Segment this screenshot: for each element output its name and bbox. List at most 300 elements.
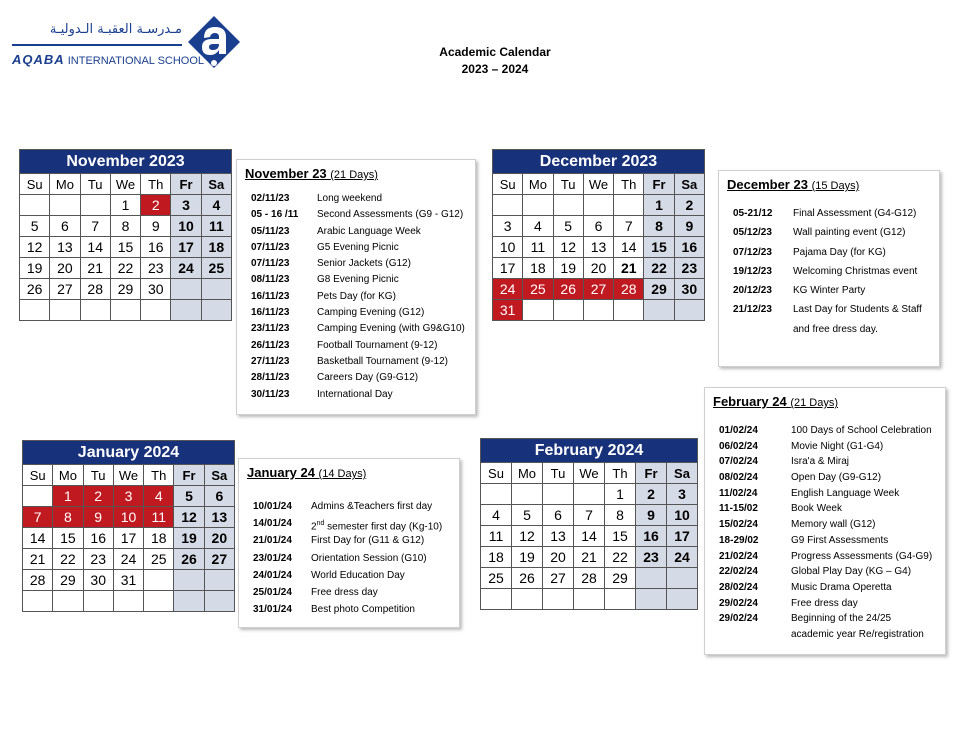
day-cell: 28 [23,570,53,591]
day-cell [667,568,698,589]
day-cell: 3 [667,484,698,505]
weekday-header: We [113,465,143,486]
day-cell: 13 [204,507,234,528]
day-cell [614,195,644,216]
day-cell: 31 [113,570,143,591]
day-cell: 9 [636,505,667,526]
event-day-count: (21 Days) [330,169,378,181]
day-cell [23,486,53,507]
event-date: 26/11/23 [251,339,290,351]
event-item [253,550,459,567]
event-date: 23/01/24 [253,552,292,564]
event-item [253,498,459,515]
event-description [317,256,475,272]
day-cell [204,570,234,591]
day-cell: 26 [512,568,543,589]
event-item [253,601,459,618]
day-cell: 24 [113,549,143,570]
event-date: 27/11/23 [251,355,290,367]
event-date: 05 - 16 /11 [251,209,299,221]
event-item [719,549,945,565]
weekday-header: Sa [204,465,234,486]
event-description [791,564,945,580]
day-cell: 18 [201,237,231,258]
day-cell: 18 [144,528,174,549]
event-item [253,567,459,584]
day-cell: 2 [636,484,667,505]
day-cell [636,568,667,589]
event-item [719,423,945,439]
event-date: 08/02/24 [719,472,758,484]
weekday-header: Tu [543,463,574,484]
day-cell: 5 [174,486,204,507]
day-cell [481,484,512,505]
day-cell [574,484,605,505]
event-description [317,207,475,223]
day-cell: 28 [574,568,605,589]
event-item [251,224,475,240]
event-text: Orientation Session (G10) [311,552,427,564]
event-text: Final Assessment (G4-G12) [793,208,917,219]
day-cell: 11 [481,526,512,547]
event-description [317,305,475,321]
event-text: Free dress day [311,586,378,598]
event-text: Basketball Tournament (9-12) [317,355,448,367]
weekday-header: Mo [50,174,80,195]
day-cell [667,589,698,610]
event-date: 21/02/24 [719,550,758,562]
calendar-title: January 2024 [23,441,235,465]
event-description [791,486,945,502]
event-description [311,498,459,515]
day-cell: 20 [50,258,80,279]
event-date: 24/01/24 [253,569,292,581]
day-cell: 14 [80,237,110,258]
day-cell [23,591,53,612]
title-text: Academic Calendar [439,45,551,59]
event-text: Arabic Language Week [317,225,421,237]
calendar-title: December 2023 [493,150,705,174]
event-item [719,596,945,612]
weekday-header: Fr [636,463,667,484]
event-date: 23/11/23 [251,323,290,335]
event-day-count: (14 Days) [318,468,367,480]
day-cell: 12 [553,237,583,258]
event-item [733,300,939,319]
day-cell [512,484,543,505]
day-cell: 14 [574,526,605,547]
event-item [719,564,945,580]
weekday-header: Tu [553,174,583,195]
event-text-prefix: 2 [311,521,317,533]
day-cell: 18 [523,258,553,279]
day-cell: 8 [53,507,83,528]
day-cell: 5 [20,216,50,237]
day-cell: 17 [113,528,143,549]
event-box-title [239,459,459,480]
event-date: 29/02/24 [719,613,758,625]
day-cell: 25 [523,279,553,300]
day-cell [83,591,113,612]
day-cell: 8 [110,216,140,237]
day-cell: 28 [80,279,110,300]
event-text: Long weekend [317,193,383,204]
event-text: semester first day (Kg-10) [324,521,443,533]
event-text: Careers Day (G9-G12) [317,372,419,384]
day-cell [583,195,613,216]
event-item [719,439,945,455]
event-item [253,532,459,549]
event-item [733,320,939,339]
day-cell [204,591,234,612]
event-date: 15/02/24 [719,519,758,531]
day-cell: 17 [667,526,698,547]
day-cell [110,300,140,321]
event-text: Beginning of the 24/25 [791,613,892,625]
event-date: 16/11/23 [251,307,290,319]
day-cell: 4 [144,486,174,507]
day-cell [493,195,523,216]
weekday-header: Th [614,174,644,195]
event-date: 07/11/23 [251,241,290,253]
event-description [317,338,475,354]
event-text: Music Drama Operetta [791,581,892,593]
event-list [253,498,459,618]
event-description [793,300,939,319]
event-date: 16/11/23 [251,290,290,302]
day-cell [512,589,543,610]
school-logo-icon [187,14,242,72]
event-description [317,191,475,207]
day-cell: 1 [605,484,636,505]
event-description [317,289,475,305]
event-text: Pets Day (for KG) [317,290,396,302]
weekday-header: Sa [201,174,231,195]
day-cell: 18 [481,547,512,568]
event-month: February 24 [713,394,791,409]
day-cell: 16 [83,528,113,549]
day-cell: 11 [144,507,174,528]
day-cell: 16 [674,237,704,258]
event-item [719,627,945,643]
event-month: December 23 [727,177,812,192]
event-month: January 24 [247,465,319,480]
event-description [317,370,475,386]
day-cell: 8 [644,216,674,237]
day-cell: 15 [53,528,83,549]
day-cell [201,300,231,321]
event-text: G8 Evening Picnic [317,274,399,286]
event-text: G5 Evening Picnic [317,241,399,253]
event-description [311,550,459,567]
day-cell: 16 [141,237,171,258]
day-cell: 11 [201,216,231,237]
event-text: English Language Week [791,487,900,499]
event-text-superscript: nd [316,520,325,528]
day-cell: 15 [110,237,140,258]
event-date: 07/02/24 [719,456,758,468]
event-item [251,240,475,256]
event-date: 06/02/24 [719,440,758,452]
weekday-header: Th [605,463,636,484]
day-cell [605,589,636,610]
day-cell: 6 [204,486,234,507]
event-description [791,611,945,627]
day-cell [614,300,644,321]
day-cell: 26 [553,279,583,300]
calendar-february-2024 [480,438,698,610]
event-item [719,517,945,533]
day-cell: 7 [23,507,53,528]
day-cell [171,279,201,300]
day-cell: 24 [667,547,698,568]
event-item [251,338,475,354]
calendar-title: February 2024 [481,439,698,463]
event-date: 05/11/23 [251,225,290,237]
event-item [719,533,945,549]
event-date: 18-29/02 [719,534,759,546]
day-cell [636,589,667,610]
event-item [719,580,945,596]
day-cell: 9 [141,216,171,237]
event-text: G9 First Assessments [791,534,889,546]
day-cell [144,570,174,591]
event-text: Wall painting event (G12) [793,227,906,239]
day-cell: 27 [50,279,80,300]
event-item [719,470,945,486]
event-item [253,515,459,532]
event-description [791,439,945,455]
event-text: First Day for (G11 & G12) [311,535,425,547]
day-cell [174,591,204,612]
weekday-header: Fr [174,465,204,486]
day-cell: 19 [20,258,50,279]
day-cell: 10 [113,507,143,528]
event-box-title [237,160,475,181]
event-description [311,567,459,584]
logo-arabic-text: مـدرسـة العقبـة الـدوليـة [49,22,182,37]
day-cell: 29 [110,279,140,300]
day-cell: 13 [543,526,574,547]
day-cell: 22 [110,258,140,279]
event-text: academic year Re/registration [791,628,924,640]
event-date: 28/02/24 [719,581,758,593]
weekday-header: Su [493,174,523,195]
event-text: Admins &Teachers first day [311,501,433,512]
day-cell: 19 [174,528,204,549]
school-logo [12,14,242,74]
event-description [317,240,475,256]
day-cell: 14 [23,528,53,549]
event-date: 05/12/23 [733,227,772,239]
day-cell: 20 [583,258,613,279]
event-description [317,272,475,288]
events-december [718,170,940,367]
event-item [733,243,939,262]
weekday-header: Tu [80,174,110,195]
event-description [793,223,939,242]
day-cell: 27 [204,549,234,570]
event-description [791,423,945,439]
event-month: November 23 [245,166,331,181]
day-cell: 7 [574,505,605,526]
event-date: 08/11/23 [251,274,290,286]
weekday-header: Mo [523,174,553,195]
day-cell: 29 [53,570,83,591]
event-text: Global Play Day (KG – G4) [791,566,912,578]
event-date: 29/02/24 [719,597,758,609]
event-description [791,470,945,486]
day-cell: 7 [80,216,110,237]
event-date: 07/12/23 [733,246,772,258]
day-cell: 17 [493,258,523,279]
event-text: KG Winter Party [793,285,866,297]
day-cell: 13 [50,237,80,258]
event-description [791,627,945,643]
weekday-header: We [110,174,140,195]
event-item [253,584,459,601]
day-cell: 30 [83,570,113,591]
weekday-header: We [574,463,605,484]
day-cell [644,300,674,321]
day-cell: 21 [80,258,110,279]
weekday-header: Fr [644,174,674,195]
event-text: Camping Evening (with G9&G10) [317,323,465,335]
event-item [733,204,939,223]
day-cell: 1 [110,195,140,216]
event-item [251,370,475,386]
weekday-header: Su [481,463,512,484]
document-title [400,44,590,78]
events-january [238,458,460,628]
day-cell: 15 [644,237,674,258]
day-cell: 23 [141,258,171,279]
event-item [733,262,939,281]
event-item [251,387,475,403]
weekday-header: Mo [53,465,83,486]
event-description [793,281,939,300]
day-cell [543,484,574,505]
event-description [317,387,475,403]
event-date: 05-21/12 [733,208,773,219]
weekday-header: Sa [667,463,698,484]
event-box-title [719,171,939,192]
day-cell: 13 [583,237,613,258]
day-cell [523,300,553,321]
event-text: Senior Jackets (G12) [317,258,411,270]
event-item [733,281,939,300]
day-cell: 27 [583,279,613,300]
events-november [236,159,476,415]
year-text: 2023 – 2024 [461,62,529,76]
weekday-header: Sa [674,174,704,195]
event-list [251,191,475,403]
event-box-title [705,388,945,409]
event-description [791,501,945,517]
day-cell [53,591,83,612]
event-date: 21/01/24 [253,535,292,547]
day-cell: 9 [83,507,113,528]
day-cell: 25 [144,549,174,570]
weekday-header: Fr [171,174,201,195]
day-cell [481,589,512,610]
event-item [251,191,475,207]
day-cell: 2 [141,195,171,216]
event-item [251,305,475,321]
day-cell: 26 [174,549,204,570]
day-cell: 28 [614,279,644,300]
logo-divider [12,44,182,46]
day-cell: 10 [667,505,698,526]
day-cell [674,300,704,321]
event-description [791,596,945,612]
event-description [317,321,475,337]
day-cell: 3 [113,486,143,507]
day-cell: 9 [674,216,704,237]
calendar-january-2024 [22,440,235,612]
event-text: Best photo Competition [311,604,415,616]
event-date: 11-15/02 [719,503,758,515]
event-date: 30/11/23 [251,388,290,400]
day-cell: 5 [553,216,583,237]
event-item [719,501,945,517]
day-cell: 11 [523,237,553,258]
events-february [704,387,946,655]
event-text: Book Week [791,503,842,515]
day-cell [20,195,50,216]
day-cell [201,279,231,300]
event-day-count: (15 Days) [811,180,860,192]
event-item [251,289,475,305]
day-cell: 16 [636,526,667,547]
day-cell: 12 [512,526,543,547]
event-text: Pajama Day (for KG) [793,246,886,258]
day-cell: 30 [674,279,704,300]
event-item [251,321,475,337]
event-date: 20/12/23 [733,285,772,297]
event-text: Open Day (G9-G12) [791,472,882,484]
weekday-header: Th [141,174,171,195]
day-cell [80,300,110,321]
day-cell: 6 [583,216,613,237]
event-item [733,223,939,242]
day-cell: 2 [83,486,113,507]
day-cell: 23 [636,547,667,568]
day-cell: 1 [644,195,674,216]
event-description [311,515,459,532]
day-cell: 8 [605,505,636,526]
day-cell: 19 [553,258,583,279]
event-description [311,584,459,601]
event-text: Football Tournament (9-12) [317,339,438,351]
day-cell [174,570,204,591]
event-date: 22/02/24 [719,566,758,578]
event-description [793,243,939,262]
event-description [311,601,459,618]
day-cell: 2 [674,195,704,216]
event-date: 11/02/24 [719,487,758,499]
event-description [791,580,945,596]
day-cell: 26 [20,279,50,300]
event-date: 21/12/23 [733,304,772,316]
event-item [719,611,945,627]
event-date [719,627,791,643]
day-cell: 4 [481,505,512,526]
event-description [791,549,945,565]
event-text: Free dress day [791,597,858,609]
event-description [791,533,945,549]
event-text: Movie Night (G1-G4) [791,440,884,452]
